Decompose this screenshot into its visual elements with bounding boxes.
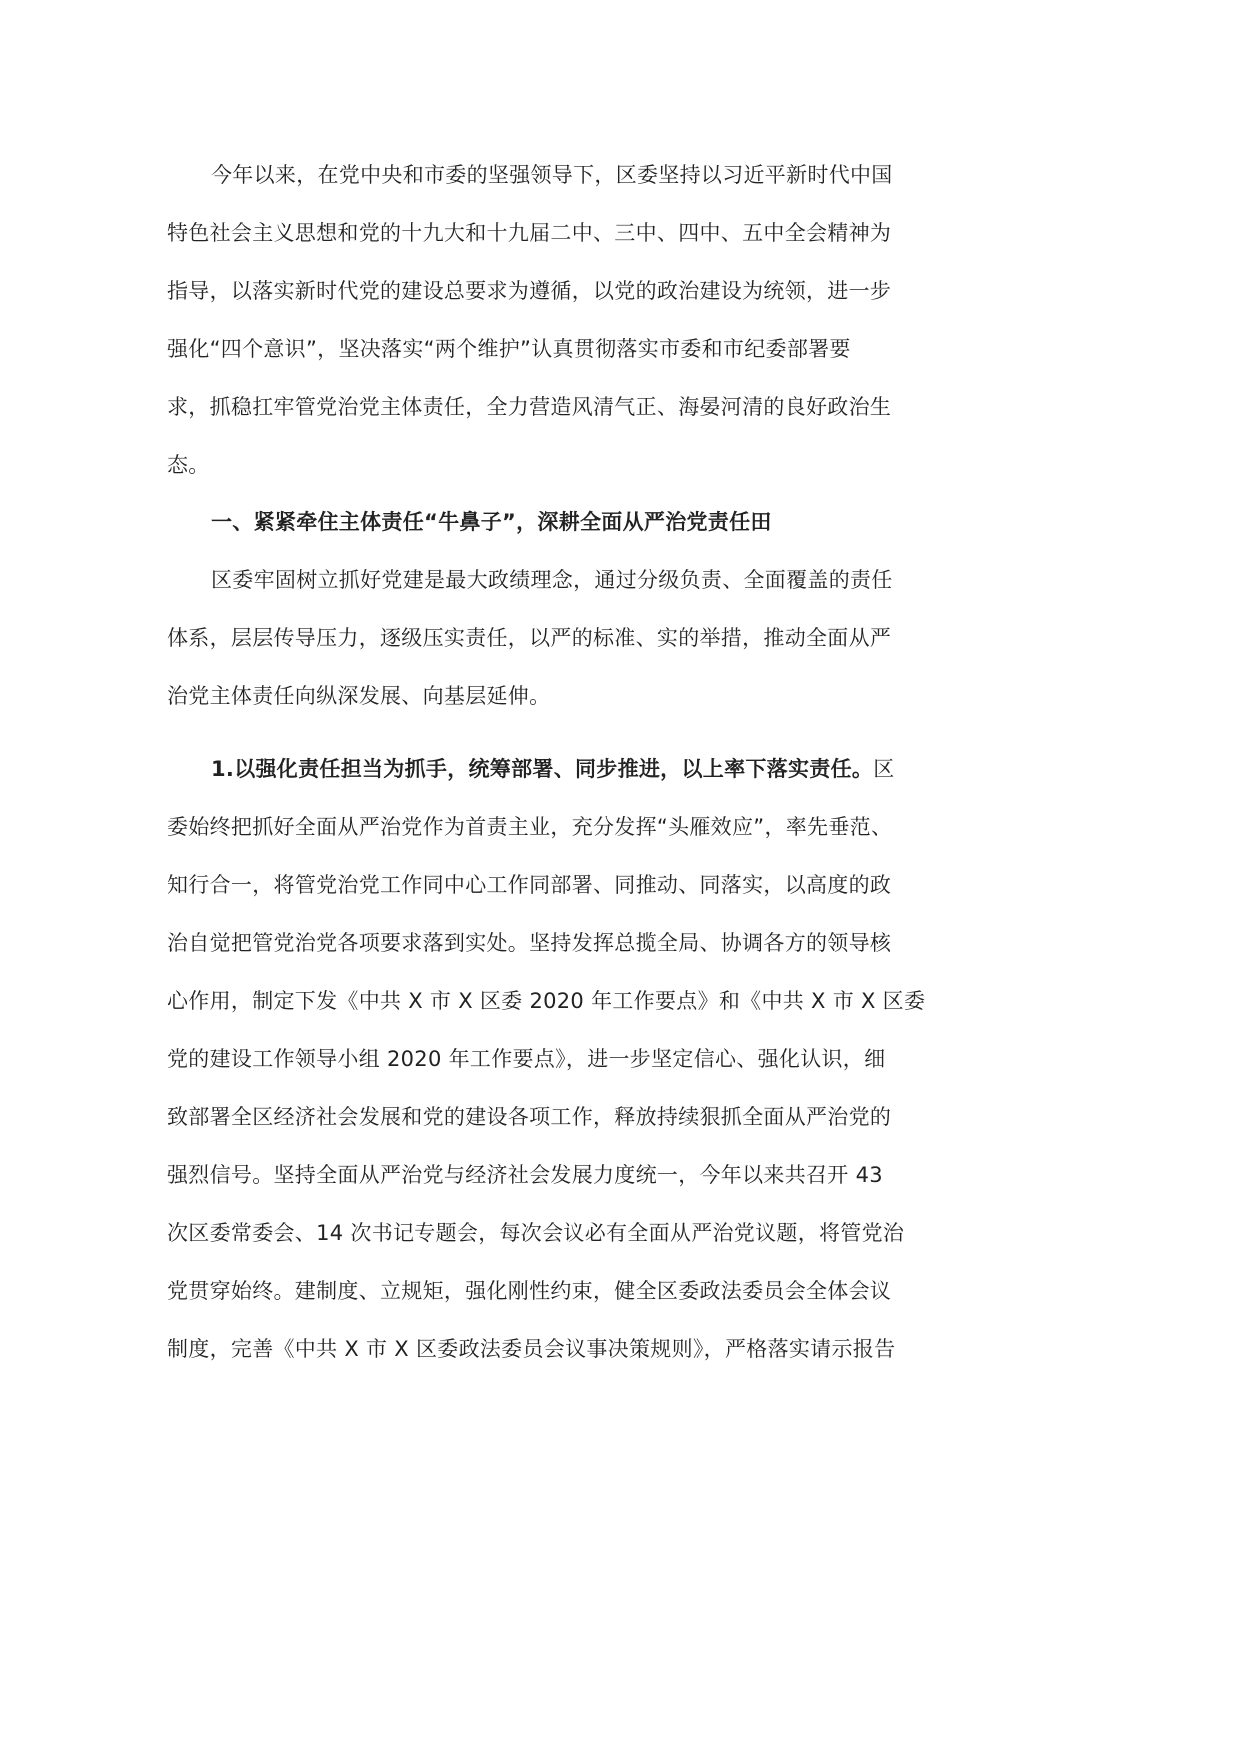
section-heading-1: 一、紧紧牵住主体责任“牛鼻子”，深耕全面从严治党责任田 bbox=[211, 510, 772, 534]
paragraph-3-line-9: 次区委常委会、14 次书记专题会，每次会议必有全面从严治党议题，将管党治 bbox=[167, 1221, 905, 1245]
paragraph-3-line-11: 制度，完善《中共 X 市 X 区委政法委员会议事决策规则》，严格落实请示报告 bbox=[167, 1337, 896, 1361]
paragraph-2-line-1: 区委牢固树立抓好党建是最大政绩理念，通过分级负责、全面覆盖的责任 bbox=[211, 568, 893, 592]
subsection-heading-1: 1.以强化责任担当为抓手，统筹部署、同步推进，以上率下落实责任。 bbox=[211, 757, 874, 781]
paragraph-3-line-1 bbox=[211, 754, 895, 784]
paragraph-3-line-8: 强烈信号。坚持全面从严治党与经济社会发展力度统一，今年以来共召开 43 bbox=[167, 1163, 883, 1187]
paragraph-1-line-2: 特色社会主义思想和党的十九大和十九届二中、三中、四中、五中全会精神为 bbox=[167, 221, 892, 245]
paragraph-2-line-2: 体系，层层传导压力，逐级压实责任，以严的标准、实的举措，推动全面从严 bbox=[167, 626, 892, 650]
paragraph-2-line-3: 治党主体责任向纵深发展、向基层延伸。 bbox=[167, 684, 551, 708]
paragraph-1-line-6: 态。 bbox=[167, 453, 210, 477]
paragraph-3-line-5: 心作用，制定下发《中共 X 市 X 区委 2020 年工作要点》和《中共 X 市 X 区委 bbox=[167, 989, 926, 1013]
paragraph-3-line-10: 党贯穿始终。建制度、立规矩，强化刚性约束，健全区委政法委员会全体会议 bbox=[167, 1279, 892, 1303]
paragraph-3-line-7: 致部署全区经济社会发展和党的建设各项工作，释放持续狠抓全面从严治党的 bbox=[167, 1105, 892, 1129]
paragraph-3-line-4: 治自觉把管党治党各项要求落到实处。坚持发挥总揽全局、协调各方的领导核 bbox=[167, 931, 892, 955]
paragraph-3-lead-text: 区 bbox=[873, 757, 895, 781]
paragraph-1-line-4: 强化“四个意识”，坚决落实“两个维护”认真贯彻落实市委和市纪委部署要 bbox=[167, 337, 851, 361]
paragraph-3-line-6: 党的建设工作领导小组 2020 年工作要点》，进一步坚定信心、强化认识，细 bbox=[167, 1047, 886, 1071]
paragraph-1-line-1: 今年以来，在党中央和市委的坚强领导下，区委坚持以习近平新时代中国 bbox=[211, 163, 893, 187]
paragraph-1-line-5: 求，抓稳扛牢管党治党主体责任，全力营造风清气正、海晏河清的良好政治生 bbox=[167, 395, 892, 419]
paragraph-3-line-3: 知行合一，将管党治党工作同中心工作同部署、同推动、同落实，以高度的政 bbox=[167, 873, 892, 897]
paragraph-1-line-3: 指导，以落实新时代党的建设总要求为遵循，以党的政治建设为统领，进一步 bbox=[167, 279, 892, 303]
paragraph-3-line-2: 委始终把抓好全面从严治党作为首责主业，充分发挥“头雁效应”，率先垂范、 bbox=[167, 815, 893, 839]
